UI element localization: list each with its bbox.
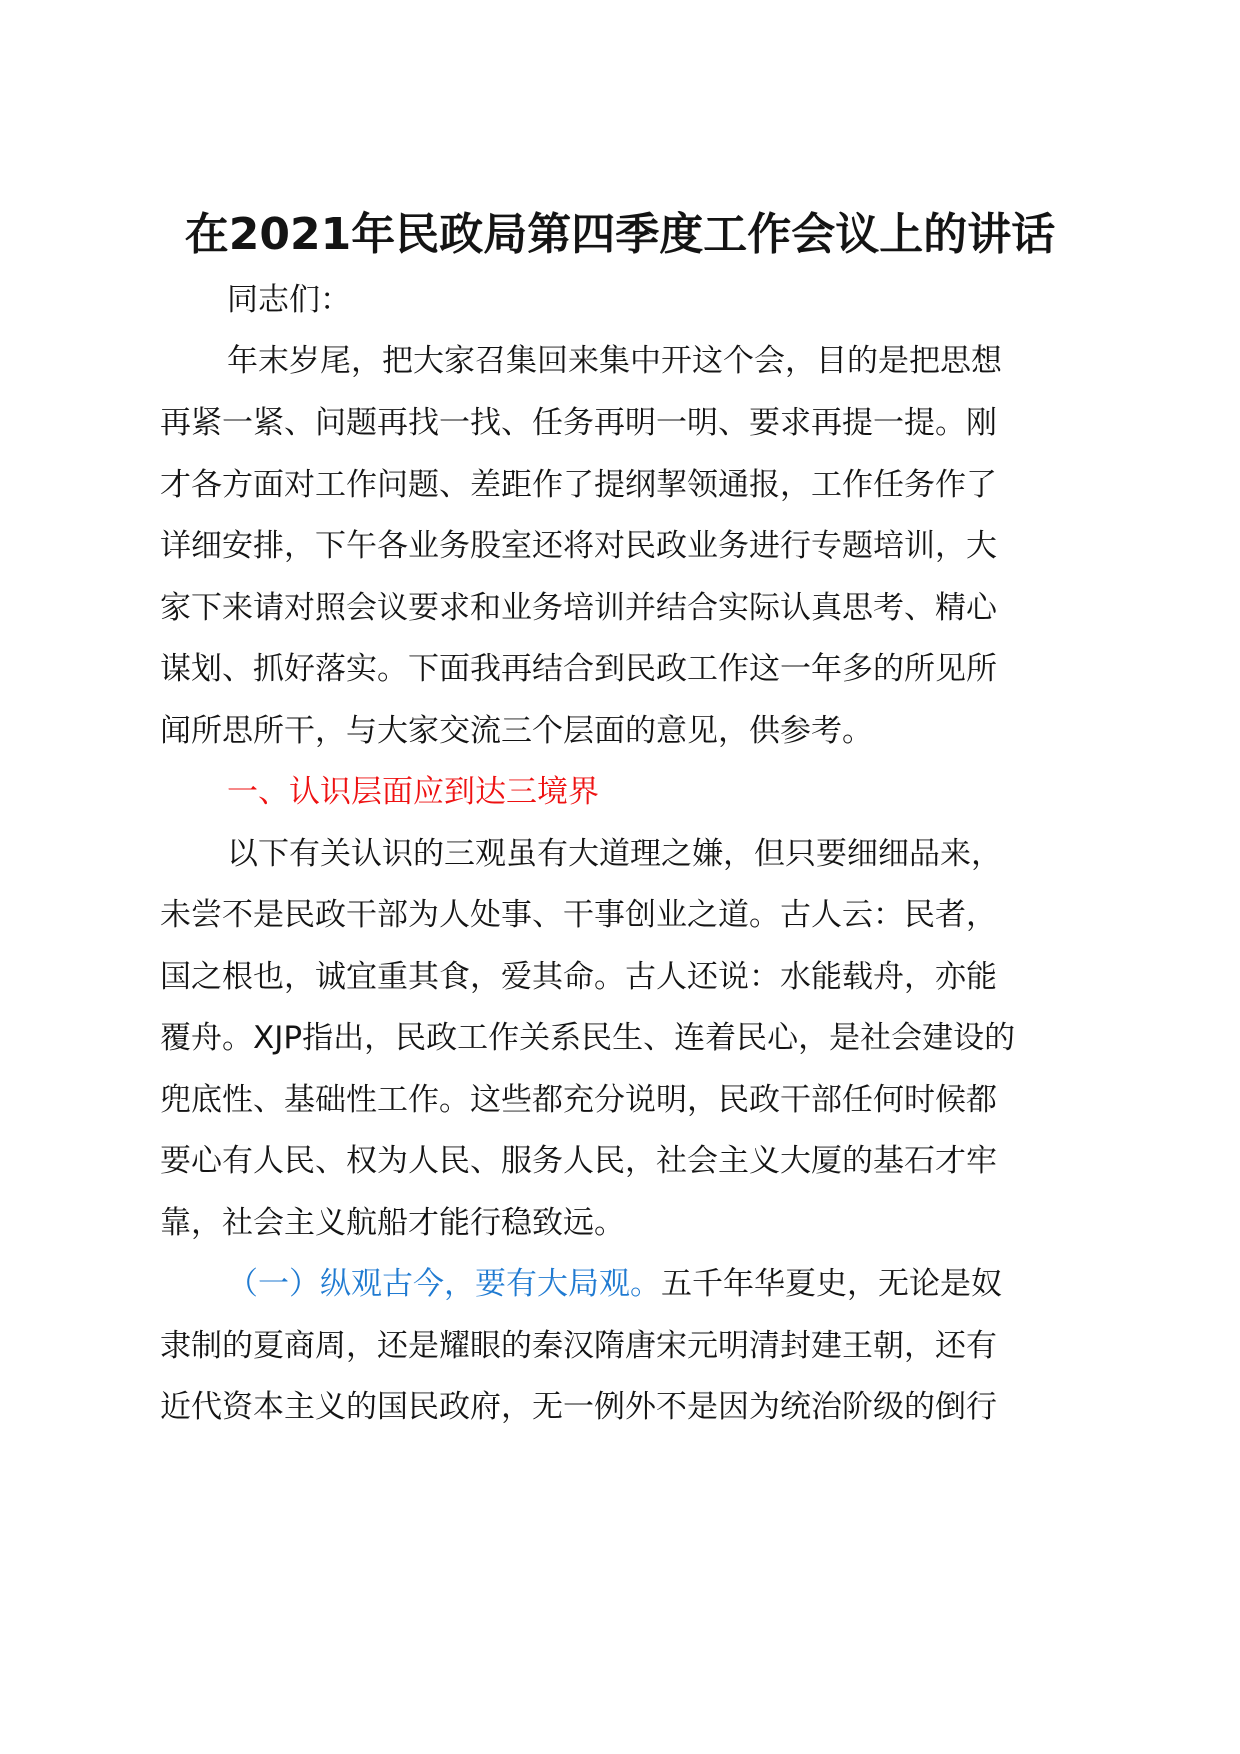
subsection-text: 五千年华夏史，无论是奴	[661, 1266, 1002, 1302]
document-title: 在2021年民政局第四季度工作会议上的讲话	[184, 209, 1056, 260]
paragraph-line: 闻所思所干，与大家交流三个层面的意见，供参考。	[160, 713, 873, 749]
paragraph-line: 年末岁尾，把大家召集回来集中开这个会，目的是把思想	[227, 343, 1002, 379]
paragraph-line: 隶制的夏商周，还是耀眼的秦汉隋唐宋元明清封建王朝，还有	[160, 1328, 997, 1364]
subsection-heading: （一）纵观古今，要有大局观。	[227, 1266, 661, 1302]
paragraph-line: 以下有关认识的三观虽有大道理之嫌，但只要细细品来，	[227, 836, 1002, 872]
subsection-line	[227, 1264, 1002, 1304]
paragraph-line: 国之根也，诚宜重其食，爱其命。古人还说：水能载舟，亦能	[160, 959, 997, 995]
salutation: 同志们：	[227, 282, 351, 318]
paragraph-line: 再紧一紧、问题再找一找、任务再明一明、要求再提一提。刚	[160, 405, 997, 441]
paragraph-line: 才各方面对工作问题、差距作了提纲挈领通报，工作任务作了	[160, 467, 997, 503]
paragraph-line: 详细安排，下午各业务股室还将对民政业务进行专题培训，大	[160, 528, 997, 564]
section-heading: 一、认识层面应到达三境界	[227, 774, 599, 810]
paragraph-line: 家下来请对照会议要求和业务培训并结合实际认真思考、精心	[160, 590, 997, 626]
paragraph-line: 近代资本主义的国民政府，无一例外不是因为统治阶级的倒行	[160, 1389, 997, 1425]
paragraph-line: 靠，社会主义航船才能行稳致远。	[160, 1205, 625, 1241]
paragraph-line: 要心有人民、权为人民、服务人民，社会主义大厦的基石才牢	[160, 1143, 997, 1179]
paragraph-line: 兜底性、基础性工作。这些都充分说明，民政干部任何时候都	[160, 1082, 997, 1118]
paragraph-line: 未尝不是民政干部为人处事、干事创业之道。古人云：民者，	[160, 897, 997, 933]
paragraph-line: 谋划、抓好落实。下面我再结合到民政工作这一年多的所见所	[160, 651, 997, 687]
paragraph-line: 覆舟。XJP指出，民政工作关系民生、连着民心，是社会建设的	[160, 1020, 1016, 1056]
